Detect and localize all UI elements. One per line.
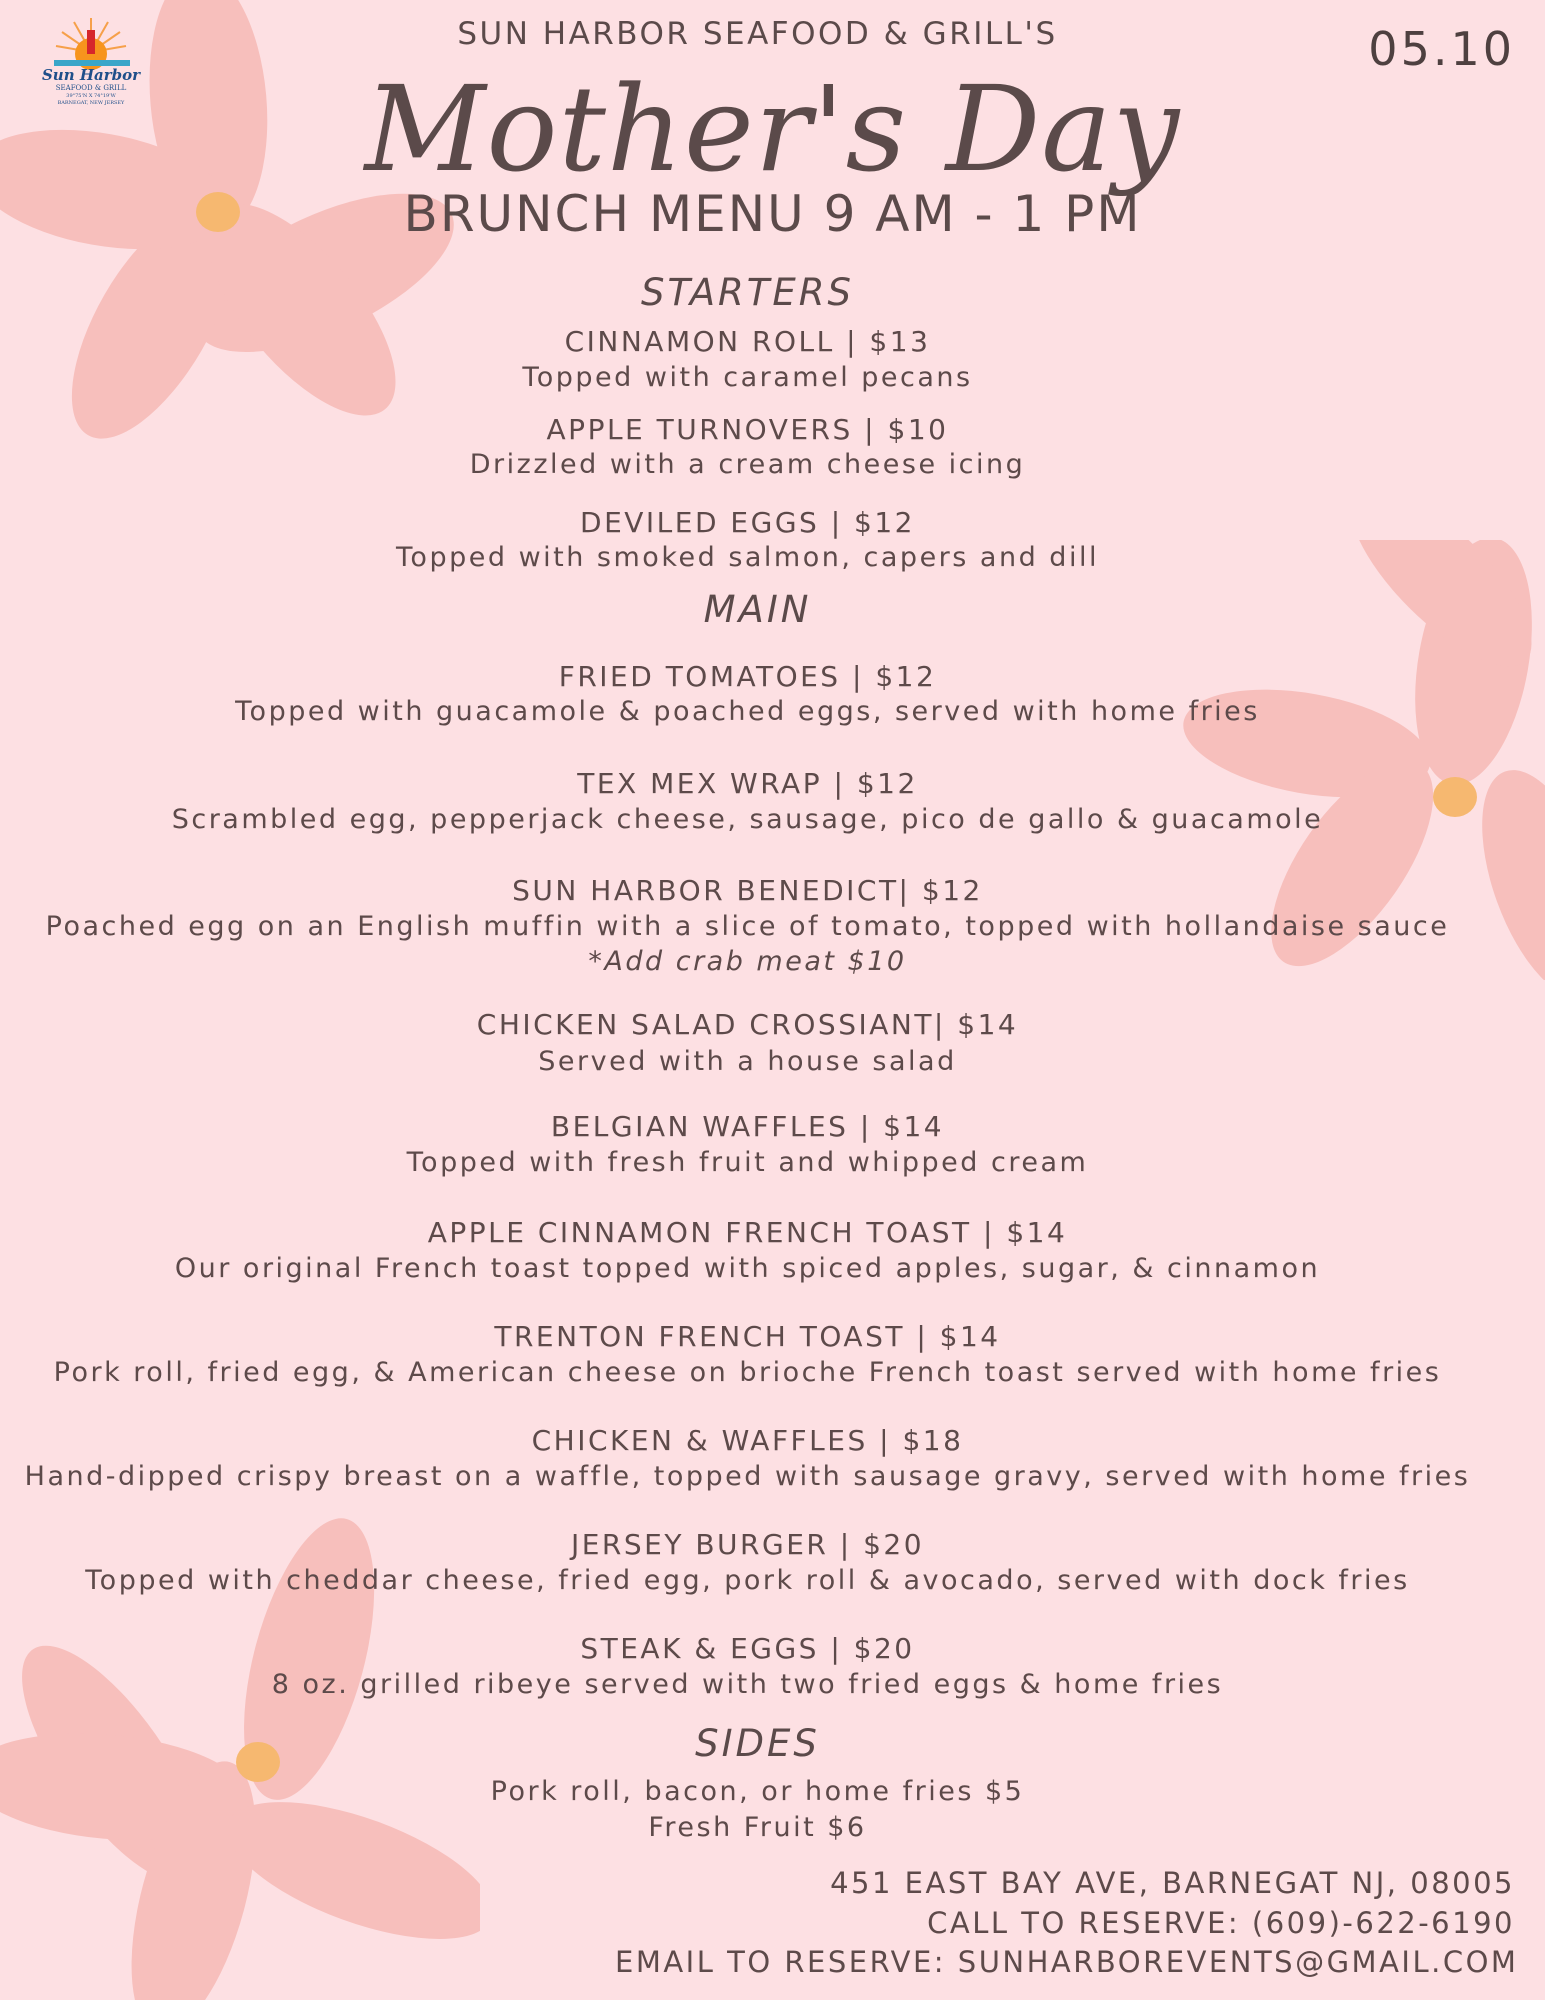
section-title-sides: SIDES	[695, 1722, 820, 1765]
menu-item-desc: Hand-dipped crispy breast on a waffle, topped with sausage gravy, served with home fries	[24, 1461, 1471, 1492]
logo-coords: 39°75'N X 74°19'W	[66, 93, 116, 99]
section-title-main: MAIN	[703, 588, 812, 631]
menu-item-name: APPLE TURNOVERS | $10	[546, 413, 949, 446]
menu-item-name: CHICKEN SALAD CROSSIANT| $14	[476, 1008, 1019, 1041]
menu-item-desc: Topped with fresh fruit and whipped cream	[406, 1147, 1089, 1178]
menu-item-desc: Topped with smoked salmon, capers and dill	[396, 542, 1099, 573]
menu-item-desc: Drizzled with a cream cheese icing	[469, 449, 1026, 480]
menu-item-name: STEAK & EGGS | $20	[580, 1632, 915, 1665]
page-title: Mother's Day	[364, 60, 1181, 198]
menu-item-desc: Topped with caramel pecans	[522, 362, 973, 393]
menu-item-desc: Served with a house salad	[538, 1046, 957, 1077]
menu-item-note: *Add crab meat $10	[588, 946, 907, 977]
menu-item-desc: Topped with cheddar cheese, fried egg, pork roll & avocado, served with dock fries	[85, 1565, 1410, 1596]
logo-brand-text: Sun Harbor	[41, 66, 141, 84]
address: 451 EAST BAY AVE, BARNEGAT NJ, 08005	[830, 1866, 1515, 1900]
menu-item-name: TEX MEX WRAP | $12	[577, 767, 918, 800]
menu-item-desc: Topped with guacamole & poached eggs, served with home fries	[235, 696, 1260, 727]
event-date: 05.10	[1368, 22, 1515, 76]
menu-item-name: JERSEY BURGER | $20	[570, 1528, 925, 1561]
menu-item-desc: Our original French toast topped with spiced apples, sugar, & cinnamon	[174, 1253, 1321, 1284]
menu-item-desc: Pork roll, fried egg, & American cheese on brioche French toast served with home fries	[53, 1357, 1442, 1388]
section-title-starters: STARTERS	[641, 271, 854, 314]
menu-item-desc: 8 oz. grilled ribeye served with two fried eggs & home fries	[271, 1669, 1224, 1700]
menu-item-name: CINNAMON ROLL | $13	[564, 325, 931, 358]
menu-item-name: SUN HARBOR BENEDICT| $12	[512, 874, 983, 907]
side-item: Pork roll, bacon, or home fries $5	[490, 1776, 1025, 1807]
menu-item-desc: Poached egg on an English muffin with a slice of tomato, topped with hollandaise sauce	[45, 911, 1450, 942]
logo-location: BARNEGAT, NEW JERSEY	[57, 100, 125, 106]
restaurant-name: SUN HARBOR SEAFOOD & GRILL'S	[457, 16, 1058, 52]
menu-item-name: DEVILED EGGS | $12	[580, 506, 915, 539]
menu-item-name: CHICKEN & WAFFLES | $18	[531, 1424, 964, 1457]
menu-item-name: TRENTON FRENCH TOAST | $14	[494, 1320, 1001, 1353]
menu-item-desc: Scrambled egg, pepperjack cheese, sausage, pico de gallo & guacamole	[171, 804, 1324, 835]
menu-item-name: APPLE CINNAMON FRENCH TOAST | $14	[427, 1216, 1068, 1249]
menu-item-name: BELGIAN WAFFLES | $14	[550, 1110, 945, 1143]
reservation-phone: CALL TO RESERVE: (609)-622-6190	[927, 1906, 1515, 1940]
reservation-email: EMAIL TO RESERVE: SUNHARBOREVENTS@GMAIL.COM	[615, 1945, 1519, 1979]
brunch-hours: BRUNCH MENU 9 AM - 1 PM	[403, 185, 1142, 243]
menu-item-name: FRIED TOMATOES | $12	[558, 660, 937, 693]
logo-tagline: SEAFOOD & GRILL	[55, 84, 127, 92]
side-item: Fresh Fruit $6	[648, 1812, 867, 1843]
